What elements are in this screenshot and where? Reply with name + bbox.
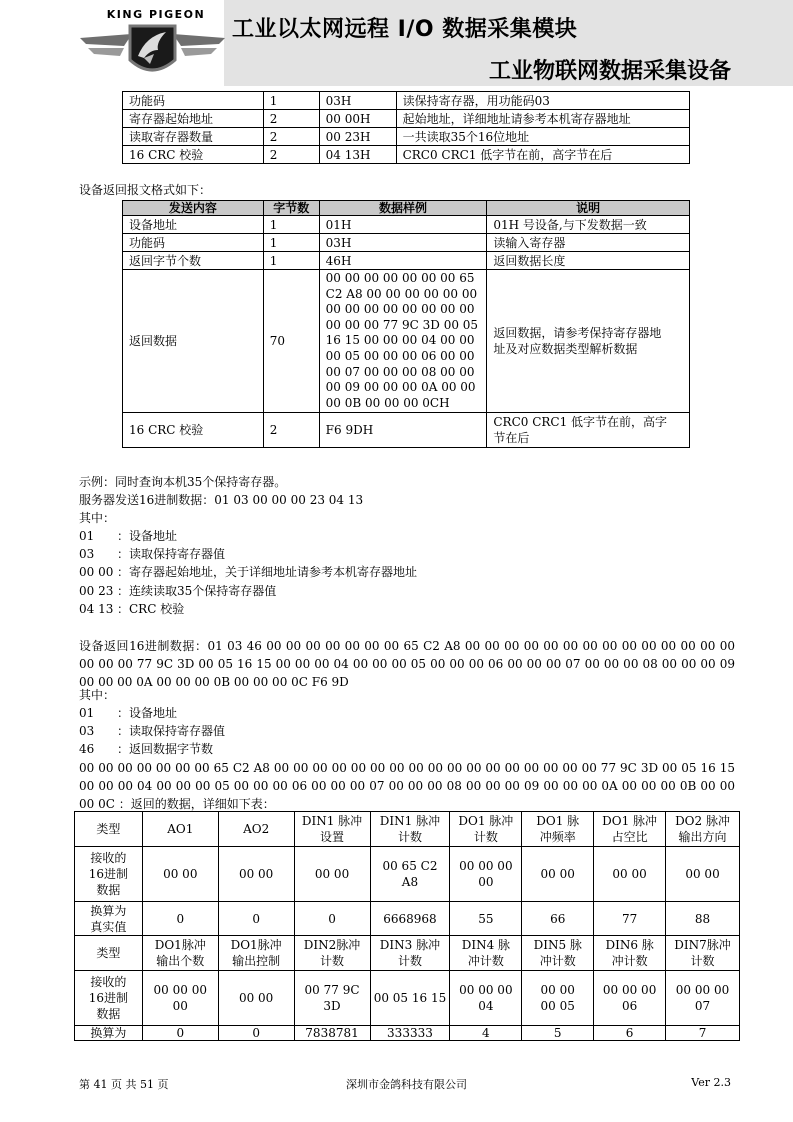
cell-desc: 起始地址，详细地址请参考本机寄存器地址 <box>396 110 689 128</box>
table-cell: 00 00 <box>666 847 740 902</box>
table-cell: 00 77 9C 3D <box>294 971 370 1026</box>
row-label: 类型 <box>75 812 143 847</box>
cell-sample: 03H <box>319 234 487 252</box>
row-label: 类型 <box>75 936 143 971</box>
table-cell: DO1 脉 冲频率 <box>522 812 594 847</box>
cell-sample: 46H <box>319 252 487 270</box>
table-cell: 00 00 <box>294 847 370 902</box>
crc-row-sample: F6 9DH <box>319 413 487 448</box>
table-cell: DO1 脉冲 占空比 <box>594 812 666 847</box>
item-code: 04 13 <box>79 601 114 616</box>
table-cell: 4 <box>450 1026 522 1041</box>
cell-bytes: 1 <box>263 252 319 270</box>
list-item <box>79 563 417 581</box>
cell-desc: 01H 号设备,与下发数据一致 <box>487 216 690 234</box>
list-item <box>79 740 213 758</box>
row-label: 换算为 <box>75 1026 143 1041</box>
cell-bytes: 1 <box>263 234 319 252</box>
table-cell: 00 00 00 05 <box>522 971 594 1026</box>
table-cell: 00 00 <box>142 847 218 902</box>
page-title-line1: 工业以太网远程 I/O 数据采集模块 <box>232 17 578 42</box>
cell-desc: 读保持寄存器，用功能码03 <box>396 92 689 110</box>
table-row <box>75 936 740 971</box>
table-cell: DIN3 脉冲 计数 <box>370 936 450 971</box>
table-row <box>75 971 740 1026</box>
request-format-table <box>122 91 690 164</box>
table-cell: DIN7脉冲 计数 <box>666 936 740 971</box>
table-cell: 00 00 00 00 <box>142 971 218 1026</box>
table-cell: 55 <box>450 902 522 936</box>
item-desc: ：CRC 校验 <box>117 601 185 616</box>
page-title-line2: 工业物联网数据采集设备 <box>488 59 731 84</box>
table-cell: 0 <box>294 902 370 936</box>
list-item <box>79 600 184 618</box>
table-cell: DIN5 脉 冲计数 <box>522 936 594 971</box>
column-header: 字节数 <box>263 201 319 216</box>
cell-bytes: 2 <box>263 110 319 128</box>
crc-row-bytes: 2 <box>263 413 319 448</box>
cell-desc: 一共读取35个16位地址 <box>396 128 689 146</box>
cell-sample: 01H <box>319 216 487 234</box>
data-row-desc: 返回数据，请参考保持寄存器地 址及对应数据类型解析数据 <box>487 270 690 413</box>
table-cell: DO1 脉冲 计数 <box>450 812 522 847</box>
table-cell: 77 <box>594 902 666 936</box>
item-desc: ：连续读取35个保持寄存器值 <box>117 583 277 598</box>
data-row-bytes: 70 <box>263 270 319 413</box>
table-cell: 00 00 00 04 <box>450 971 522 1026</box>
cell-desc: 返回数据长度 <box>487 252 690 270</box>
table-row <box>123 252 690 270</box>
table-cell: 6 <box>594 1026 666 1041</box>
table-cell: 0 <box>218 902 294 936</box>
item-code: 01 <box>79 706 95 720</box>
table-cell: 00 05 16 15 <box>370 971 450 1026</box>
cell-sample: 00 00H <box>319 110 396 128</box>
data-row-name: 返回数据 <box>123 270 264 413</box>
item-desc: ：设备地址 <box>117 706 178 720</box>
table-cell: 0 <box>218 1026 294 1041</box>
item-code: 00 00 <box>79 565 114 580</box>
table-row <box>123 216 690 234</box>
cell-field: 返回字节个数 <box>123 252 264 270</box>
cell-sample: 00 23H <box>319 128 396 146</box>
list-item <box>79 545 225 563</box>
page-number: 第 41 页 共 51 页 <box>79 1078 169 1091</box>
example-line2: 服务器发送16进制数据：01 03 00 00 00 23 04 13 <box>79 493 364 507</box>
table-row <box>75 812 740 847</box>
table-row <box>123 110 690 128</box>
item-code: 03 <box>79 547 95 562</box>
table-cell: 00 65 C2 A8 <box>370 847 450 902</box>
response-format-table <box>122 200 690 448</box>
table-cell: 6668968 <box>370 902 450 936</box>
table-row <box>123 413 690 448</box>
table-cell: DO1脉冲 输出个数 <box>142 936 218 971</box>
item-code: 01 <box>79 529 95 543</box>
table-cell: 00 00 <box>218 847 294 902</box>
example-line1: 示例：同时查询本机35个保持寄存器。 <box>79 475 287 489</box>
table-cell: DIN1 脉冲 设置 <box>294 812 370 847</box>
cell-field: 16 CRC 校验 <box>123 146 264 164</box>
item-desc: ：读取保持寄存器值 <box>117 547 226 562</box>
example-where: 其中： <box>79 511 116 525</box>
table-row <box>123 146 690 164</box>
example-where2: 其中： <box>79 688 116 702</box>
cell-bytes: 2 <box>263 146 319 164</box>
item-desc: ：读取保持寄存器值 <box>117 724 226 739</box>
cell-field: 功能码 <box>123 234 264 252</box>
crc-row-name: 16 CRC 校验 <box>123 413 264 448</box>
cell-field: 设备地址 <box>123 216 264 234</box>
version-label: Ver 2.3 <box>691 1076 731 1089</box>
table-row <box>123 92 690 110</box>
table-cell: 0 <box>142 1026 218 1041</box>
table-cell: 66 <box>522 902 594 936</box>
table-cell: DIN1 脉冲 计数 <box>370 812 450 847</box>
row-label: 接收的 16进制 数据 <box>75 847 143 902</box>
table-cell: DO2 脉冲 输出方向 <box>666 812 740 847</box>
return-paragraph: 设备返回16进制数据：01 03 46 00 00 00 00 00 00 00 65 C2 A8 00 00 00 00 00 00 00 00 00 00 00 00 00 00 00 00 00 77 9C 3D 00 05 16 15 00 00 00 04 00 00 00 05 00 00 00 06 00 00 00 07 00 00 00 08 00 00 00 09 00 00 00 0A 00 00 00 0B 00 00 00 0C F6 9D <box>79 639 735 689</box>
cell-sample: 03H <box>319 92 396 110</box>
table-row <box>123 270 690 413</box>
cell-bytes: 2 <box>263 128 319 146</box>
table-cell: DO1脉冲 输出控制 <box>218 936 294 971</box>
company-name: 深圳市金鸽科技有限公司 <box>346 1078 467 1091</box>
table-cell: 7 <box>666 1026 740 1041</box>
response-intro: 设备返回报文格式如下： <box>79 183 212 197</box>
cell-field: 读取寄存器数量 <box>123 128 264 146</box>
list-item <box>79 527 177 545</box>
row-label: 换算为 真实值 <box>75 902 143 936</box>
table-cell: AO1 <box>142 812 218 847</box>
table-row <box>123 234 690 252</box>
table-row <box>75 902 740 936</box>
list-item <box>79 704 177 722</box>
item-code: 46 <box>79 742 95 757</box>
item-code: 00 23 <box>79 583 114 598</box>
item-code: 03 <box>79 724 95 739</box>
king-pigeon-logo-icon <box>80 20 225 82</box>
item-desc: ：设备地址 <box>117 529 178 543</box>
table-cell: DIN2脉冲 计数 <box>294 936 370 971</box>
table-cell: DIN4 脉 冲计数 <box>450 936 522 971</box>
cell-field: 功能码 <box>123 92 264 110</box>
cell-bytes: 1 <box>263 216 319 234</box>
table-cell: 00 00 00 07 <box>666 971 740 1026</box>
cell-field: 寄存器起始地址 <box>123 110 264 128</box>
data-row-hex: 00 00 00 00 00 00 00 65 C2 A8 00 00 00 00 00 00 00 00 00 00 00 00 00 00 00 00 00 77 9C 3D 00 05 16 15 00 00 00 04 00 00 00 05 00 00 00 06 00 00 00 07 00 00 00 08 00 00 00 09 00 00 00 0A 00 00 00 0B 00 00 00 0CH <box>319 270 487 413</box>
table-cell: 00 00 <box>522 847 594 902</box>
table-cell: 00 00 <box>218 971 294 1026</box>
table-cell: 88 <box>666 902 740 936</box>
item-desc: ：返回数据字节数 <box>117 742 214 757</box>
list-item <box>79 582 276 600</box>
table-row <box>75 1026 740 1041</box>
table-cell: 7838781 <box>294 1026 370 1041</box>
row-label: 接收的 16进制 数据 <box>75 971 143 1026</box>
list-item <box>79 722 225 740</box>
table-row <box>75 847 740 902</box>
table-cell: 5 <box>522 1026 594 1041</box>
cell-desc: 读输入寄存器 <box>487 234 690 252</box>
data-paragraph: 00 00 00 00 00 00 00 65 C2 A8 00 00 00 00 00 00 00 00 00 00 00 00 00 00 00 00 00 77 9C 3D 00 05 16 15 00 00 00 04 00 00 00 05 00 00 00 06 00 00 00 07 00 00 00 08 00 00 00 09 00 00 00 0A 00 00 00 0B 00 00 00 0C ：返回的数据，详细如下表： <box>79 761 735 811</box>
table-row <box>123 128 690 146</box>
cell-desc: CRC0 CRC1 低字节在前，高字节在后 <box>396 146 689 164</box>
crc-row-desc: CRC0 CRC1 低字节在前，高字 节在后 <box>487 413 690 448</box>
item-desc: ：寄存器起始地址，关于详细地址请参考本机寄存器地址 <box>117 565 418 580</box>
table-cell: AO2 <box>218 812 294 847</box>
column-header: 数据样例 <box>319 201 487 216</box>
cell-bytes: 1 <box>263 92 319 110</box>
column-header: 发送内容 <box>123 201 264 216</box>
data-parse-table <box>74 811 740 1041</box>
table-cell: 0 <box>142 902 218 936</box>
table-cell: 333333 <box>370 1026 450 1041</box>
table-cell: 00 00 00 06 <box>594 971 666 1026</box>
cell-sample: 04 13H <box>319 146 396 164</box>
column-header: 说明 <box>487 201 690 216</box>
table-cell: 00 00 <box>594 847 666 902</box>
table-cell: DIN6 脉 冲计数 <box>594 936 666 971</box>
table-cell: 00 00 00 00 <box>450 847 522 902</box>
brand-name: KING PIGEON <box>106 8 206 21</box>
